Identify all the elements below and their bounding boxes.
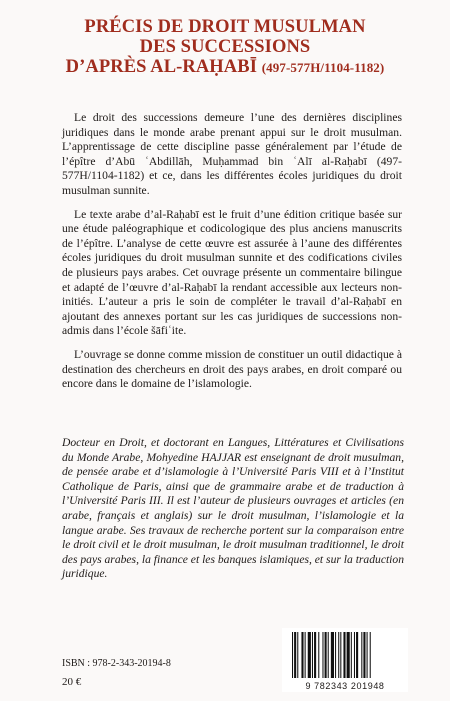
book-summary <box>62 111 402 401</box>
summary-paragraph-3: L’ouvrage se donne comme mission de constituer un outil didactique à destination des chercheurs en droit des pays arabes, en droit comparé ou encore dans le domaine de l’islamologie. <box>62 347 402 391</box>
summary-paragraph-1: Le droit des successions demeure l’une des dernières disciplines juridiques dans le monde arabe prenant appui sur le droit musulman. L’apprentissage de cette discipline passe généralement par l’étude de l’épître d’Abū ʿAbdillāh, Muḥammad bin ʿAlī al-Raḥabī (497-577H/1104-1182) et ce, dans les différentes écoles juridiques du droit musulman sunnite. <box>62 111 402 197</box>
barcode-digits: 9 782343 201948 <box>305 681 385 691</box>
isbn-label: ISBN : 978-2-343-20194-8 <box>62 658 171 669</box>
summary-paragraph-2: Le texte arabe d’al-Raḥabī est le fruit d’une édition critique basée sur une étude paléographique et codicologique des plus anciens manuscrits de l’épître. L’analyse de cette œuvre est assurée à l’aune des différentes écoles juridiques du droit musulman sunnite et des codifications civiles de plusieurs pays arabes. Cet ouvrage présente un commentaire bilingue et adapté de l’œuvre d’al-Raḥabī la rendant accessible aux lecteurs non-initiés. L’auteur a pris le soin de compléter le travail d’al-Raḥabī en ajoutant des annexes portant sur les cas juridiques de successions non-admis dans l’école šāfiʿite. <box>62 207 402 338</box>
barcode-bars <box>282 628 408 682</box>
price-label: 20 € <box>62 676 82 688</box>
title-dates: (497-577H/1104-1182) <box>261 60 385 75</box>
title-line-1: PRÉCIS DE DROIT MUSULMAN <box>84 17 366 37</box>
title-line-3 <box>20 57 430 78</box>
title-author-name: D’APRÈS AL-RAḤABĪ <box>65 57 257 77</box>
title-line-2: DES SUCCESSIONS <box>139 37 311 57</box>
barcode <box>282 628 408 692</box>
book-title <box>20 17 430 78</box>
author-bio: Docteur en Droit, et doctorant en Langues, Littératures et Civilisations du Monde Arabe, Mohyedine HAJJAR est enseignant de droit musulman, de pensée arabe et d’islamologie à l’Université Paris VIII et à l’Institut Catholique de Paris, ainsi que de grammaire arabe et de traduction à l’Université Paris III. Il est l’auteur de plusieurs ouvrages et articles (en arabe, français et anglais) sur le droit musulman, l’islamologie et la langue arabe. Ses travaux de recherche portent sur la comparaison entre le droit civil et le droit musulman, le droit musulman traditionnel, le droit des pays arabes, la finance et les banques islamiques, et sur la traduction juridique. <box>62 436 404 581</box>
